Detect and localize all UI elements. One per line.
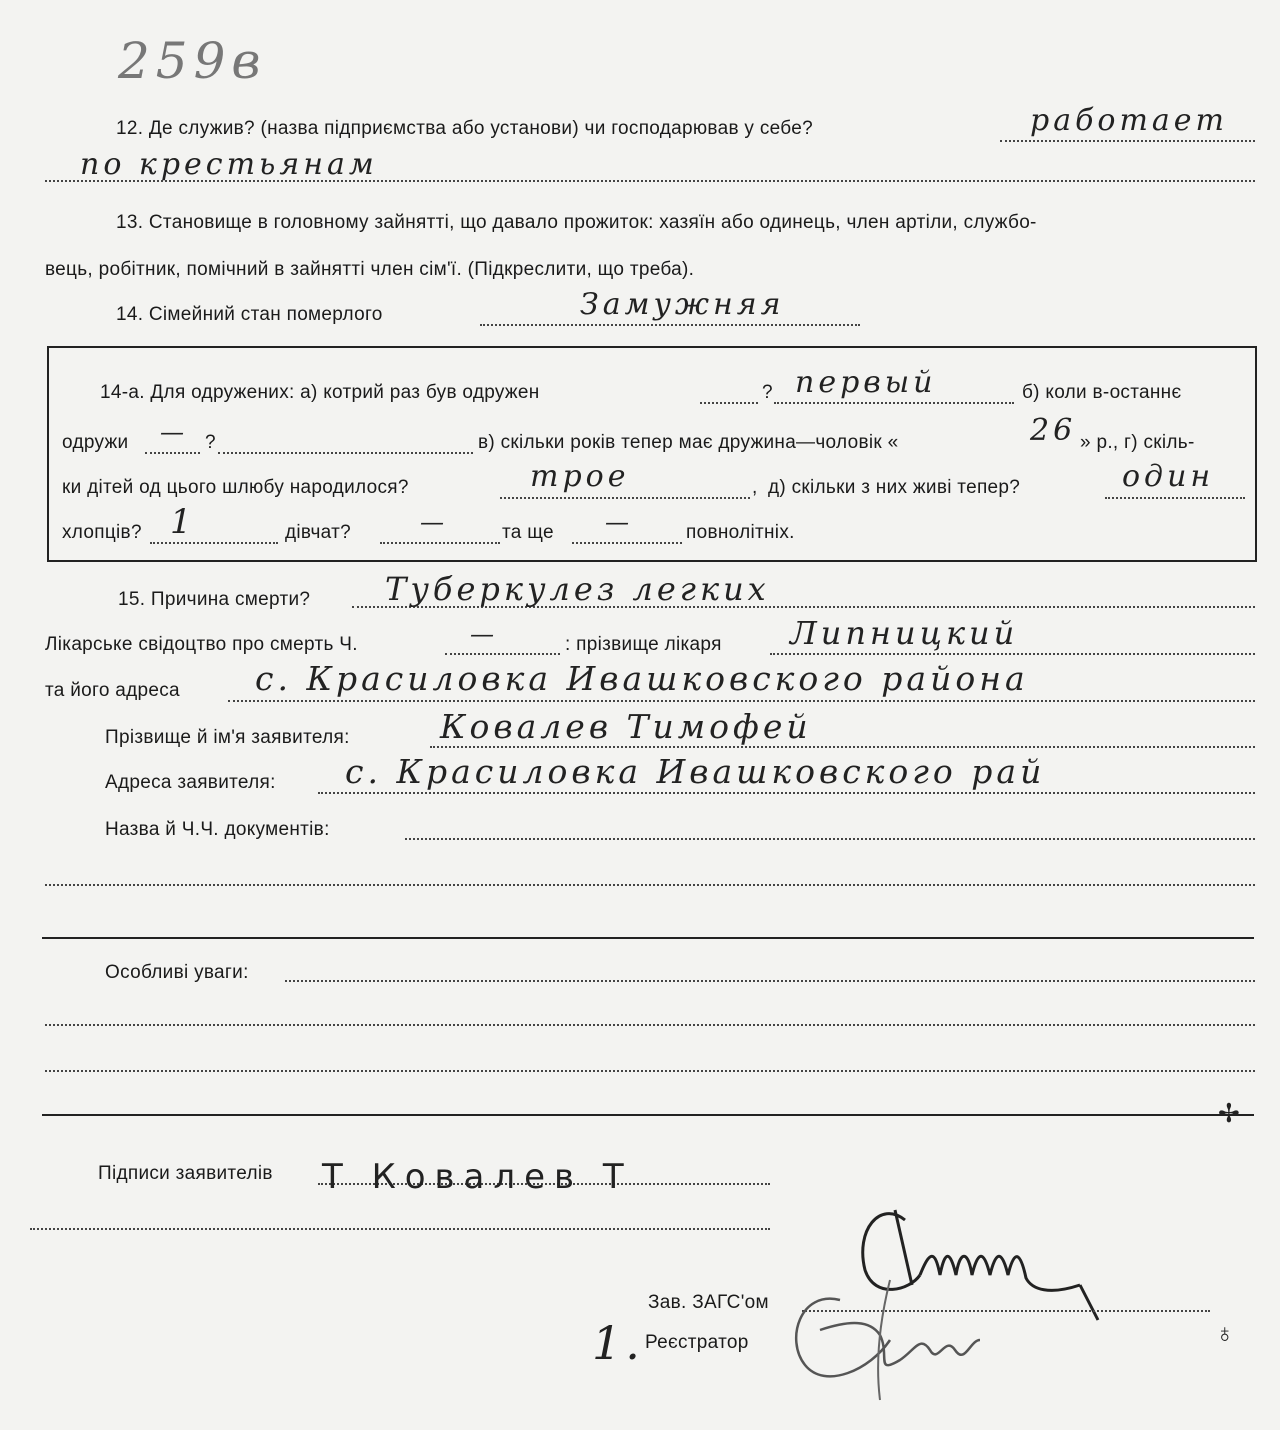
q15-cause-label: 15. Причина смерти? <box>118 589 311 610</box>
q14a-married-times: первый <box>795 365 937 400</box>
q15-doctor-label: : прізвище лікаря <box>565 634 722 655</box>
registrar-signature <box>780 1280 1010 1410</box>
q14a-box <box>47 346 1257 562</box>
q14a-adult-label: повнолітніх. <box>686 522 795 543</box>
q15-applicant-name: Ковалев Тимофей <box>440 707 812 746</box>
registrar-label: Реєстратор <box>645 1332 749 1353</box>
q14a-children-label: ки дітей од цього шлюбу народилося? <box>62 477 409 498</box>
q12-answer-2: по крестьянам <box>80 147 378 182</box>
q14-answer: Замужняя <box>580 287 785 322</box>
q15-applicant-address-label: Адреса заявителя: <box>105 772 276 793</box>
q14a-when-answer: — <box>160 418 188 446</box>
q14a-married-word: одружи <box>62 432 129 453</box>
q14a-alive-label: д) скільки з них живі тепер? <box>768 477 1021 498</box>
archive-number: 259в <box>118 32 267 90</box>
q14a-girls-answer: — <box>420 508 448 536</box>
q15-cause-answer: Туберкулез легких <box>385 570 770 608</box>
q14a-when-label: б) коли в-останнє <box>1022 382 1182 403</box>
head-label: Зав. ЗАГС'ом <box>648 1292 769 1313</box>
q15-applicant-address: с. Красиловка Ивашковского рай <box>345 752 1046 791</box>
q12-label: 12. Де служив? (назва підприємства або установи) чи господарював у себе? <box>116 118 813 139</box>
section-divider <box>42 937 1254 939</box>
q12-answer-1: работает <box>1030 103 1228 138</box>
q15-doctor-answer: Липницкий <box>790 614 1019 652</box>
margin-mark: ✢ <box>1218 1098 1240 1128</box>
q13-line1: 13. Становище в головному зайнятті, що давало прожиток: хазяїн або одинець, член артіли, службо- <box>116 212 1037 233</box>
q14a-girls-label: дівчат? <box>285 522 351 543</box>
applicants-signature: Т Ковалев Т <box>322 1157 633 1197</box>
q14a-children-total: трое <box>530 459 630 494</box>
death-record-page: 259в 12. Де служив? (назва підприємства або установи) чи господарював у себе? работает по крестьянам 13. Становище в головному зайнятті, що давало прожиток: хазяїн або одинець, член артіли, службо- вець, робітник, помічний в зайнятті член сім'ї. (Підкреслити, що треба). 14. Сімейний стан померлого Замужняя 14-а. Для одружених: а) котрий раз був одружен ? первый б) коли в-останнє одружи — ? в) скільки років тепер має дружина—чоловік « 26 » р., г) скіль- ки дітей од цього шлюбу народилося? трое , д) скільки з них живі тепер? один хлопців? 1 дівчат? — та ще — повнолітніх. 15. Причина смерти? Туберкулез легких Лікарське свідоцтво про смерть Ч. — : прізвище лікаря Липницкий та його адреса с. Красиловка Ивашковского района Прізвище й ім'я заявителя: Ковалев Тимофей Адреса заявителя: с. Красиловка Ивашковского рай Назва й Ч.Ч. документів: Особливі уваги: ✢ Підписи заявителів Т Ковалев Т Зав. ЗАГС'ом ♁ 1. Реєстратор <box>0 0 1280 1430</box>
q14a-alive-answer: один <box>1122 459 1215 494</box>
q15-certificate-label: Лікарське свідоцтво про смерть Ч. <box>45 634 358 655</box>
applicants-signature-label: Підписи заявителів <box>98 1163 273 1184</box>
q13-line2: вець, робітник, помічний в зайнятті член сім'ї. (Підкреслити, що треба). <box>45 259 695 280</box>
margin-mark-2: ♁ <box>1215 1318 1235 1348</box>
q14a-boys-answer: 1 <box>170 502 196 542</box>
q14a-spouse-age-suffix: » р., г) скіль- <box>1080 432 1195 453</box>
q14a-spouse-age-label: в) скільки років тепер має дружина—чоловік « <box>478 432 899 453</box>
q14a-boys-label: хлопців? <box>62 522 142 543</box>
q14a-intro: 14-а. Для одружених: а) котрий раз був одружен <box>100 382 540 403</box>
remarks-divider <box>42 1114 1254 1116</box>
q14-label: 14. Сімейний стан померлого <box>116 304 383 325</box>
q14a-adult-answer: — <box>605 508 633 536</box>
registrar-number: 1. <box>592 1316 644 1370</box>
q15-address-label: та його адреса <box>45 680 180 701</box>
q15-certificate-number: — <box>470 620 498 648</box>
remarks-label: Особливі уваги: <box>105 962 249 983</box>
q14a-spouse-age: 26 <box>1030 413 1077 448</box>
q15-address-answer: с. Красиловка Ивашковского района <box>255 659 1029 698</box>
q15-documents-label: Назва й Ч.Ч. документів: <box>105 819 330 840</box>
q15-applicant-name-label: Прізвище й ім'я заявителя: <box>105 727 350 748</box>
q14a-and-label: та ще <box>502 522 554 543</box>
